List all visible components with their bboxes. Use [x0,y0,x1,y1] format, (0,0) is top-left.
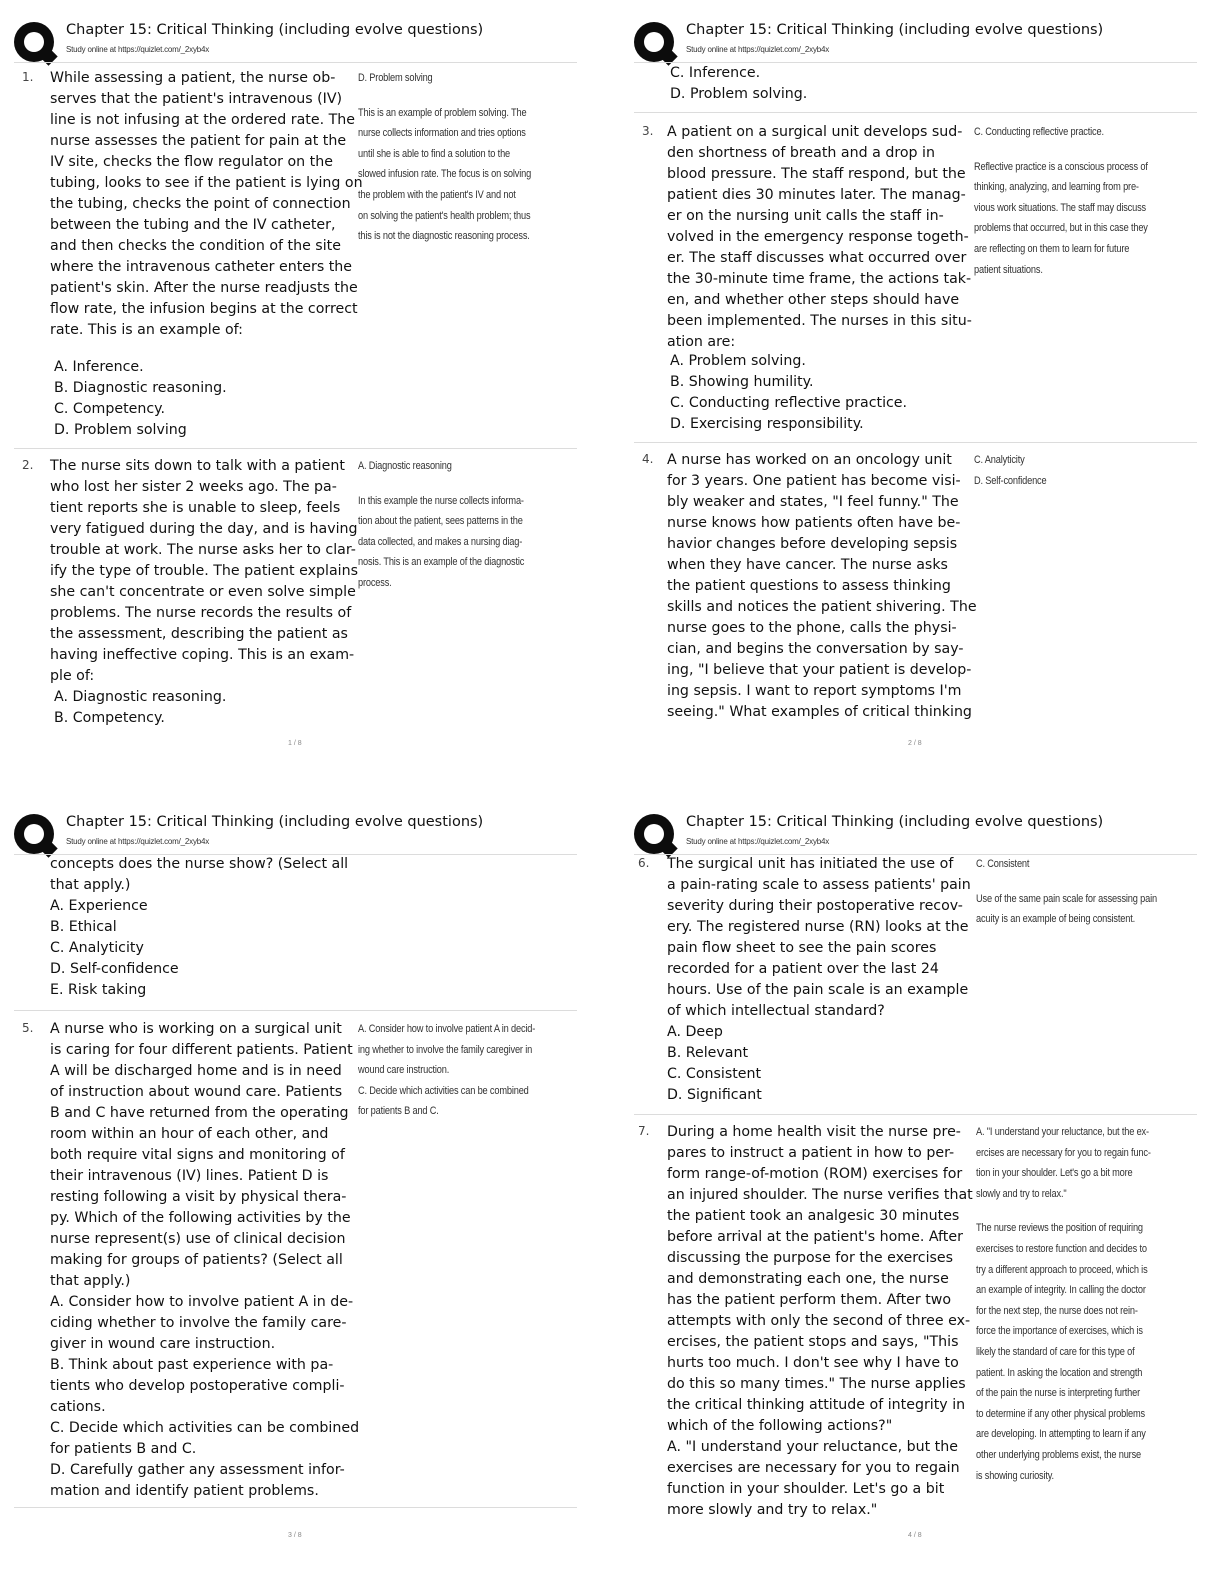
divider [14,448,577,449]
answer-4: C. Analyticity D. Self-confidence [974,454,1047,487]
question-number: 5. [22,1021,34,1035]
page-number: 1 / 8 [288,740,302,747]
page-number: 4 / 8 [908,1532,922,1539]
page-header [14,20,584,62]
page-title: Chapter 15: Critical Thinking (including evolve questions) [686,814,1104,830]
option: D. Problem solving. [670,86,808,102]
option: D. Problem solving [54,422,187,438]
option: B. Diagnostic reasoning. [54,380,227,396]
question-2-text: The nurse sits down to talk with a patient who lost her sister 2 weeks ago. The pa- tient reports she is unable to sleep, feels very fatigued during the day, and is having trouble at work. The nurse asks her to clar- ify the type of trouble. The patient explains she can't concentrate or even solve simple problems. The nurse records the results of the assessment, describing the patient as having ineffective coping. This is an exam- ple of: [50,458,358,684]
question-4-text-continued: concepts does the nurse show? (Select all that apply.) [50,856,349,893]
study-online-link[interactable]: Study online at https://quizlet.com/_2xyb4x [66,837,210,846]
question-4-text: A nurse has worked on an oncology unit for 3 years. One patient has become visi- bly weaker and states, "I feel funny." The nurse knows how patients often have be- havior changes before developing sepsis when they have cancer. The nurse asks the patient questions to assess thinking skills and notices the patient shivering. The nurse goes to the phone, calls the physi- cian, and begins the conversation by say- ing, "I believe that your patient is develop- ing sepsis. I want to report symptoms I'm seeing." What examples of critical thinking [667,452,977,720]
page-title: Chapter 15: Critical Thinking (including evolve questions) [686,22,1104,38]
page-header [634,20,1204,62]
question-7-text: During a home health visit the nurse pre- pares to instruct a patient in how to per- form range-of-motion (ROM) exercises for an injured shoulder. The nurse verifies that the patient took an analgesic 30 minutes before arrival at the patient's home. After discussing the purpose for the exercises and demonstrating each one, the nurse has the patient perform them. After two attempts with only the second of three ex- ercises, the patient stops and says, "This hurts too much. I don't see why I have to do this so many times." The nurse applies the critical thinking attitude of integrity in which of the following actions?" [667,1124,973,1434]
divider [14,1010,577,1011]
answer-3: C. Conducting reflective practice. Reflective practice is a conscious process of thinking, analyzing, and learning from pre- vious work situations. The staff may discuss problems that occurred, but in this case they are reflecting on them to learn for future patient situations. [974,126,1148,276]
page-number: 2 / 8 [908,740,922,747]
question-number: 7. [638,1124,650,1138]
option: B. Showing humility. [670,374,814,390]
option: E. Risk taking [50,982,147,998]
answer-6: C. Consistent Use of the same pain scale for assessing pain acuity is an example of being consistent. [976,858,1157,926]
option: B. Relevant [667,1045,749,1061]
option: B. Competency. [54,710,165,726]
option: B. Ethical [50,919,117,935]
question-5-options: A. Consider how to involve patient A in de- ciding whether to involve the family care- giver in wound care instruction. B. Think about past experience with pa- tients who develop postoperative compli- cations. C. Decide which activities can be combined for patients B and C. D. Carefully gather any assessment infor- mation and identify patient problems. [50,1294,360,1499]
question-2-options-continued [670,63,807,105]
page-number: 3 / 8 [288,1532,302,1539]
question-number: 1. [22,70,34,84]
option: A. Experience [50,898,148,914]
divider [634,112,1197,113]
question-number: 2. [22,458,34,472]
option: C. Competency. [54,401,166,417]
question-7-options: A. "I understand your reluctance, but the exercises are necessary for you to regain function in your shoulder. Let's go a bit more slowly and try to relax." [667,1439,960,1518]
quizlet-logo-icon [14,22,54,62]
question-4-options [50,896,179,1001]
page-4 [620,792,1218,1567]
question-1-options [54,357,227,441]
option: C. Inference. [670,65,761,81]
divider [634,442,1197,443]
question-3-text: A patient on a surgical unit develops sud- den shortness of breath and a drop in blood pressure. The staff respond, but the patient dies 30 minutes later. The manag- er on the nursing unit calls the staff in- volved in the emergency response togeth- er. The staff discusses what occurred over the 30-minute time frame, the actions tak- en, and whether other steps should have been implemented. The nurses in this situ- ation are: [667,124,972,350]
divider [14,1507,577,1508]
question-2-options [54,687,226,729]
answer-1: D. Problem solving This is an example of problem solving. The nurse collects information and tries options until she is able to find a solution to the slowed infusion rate. The focus is on solving the problem with the patient's IV and not on solving the patient's health problem; thus this is not the diagnostic reasoning process. [358,72,532,243]
option: D. Exercising responsibility. [670,416,864,432]
question-3-options [670,351,907,435]
option: C. Consistent [667,1066,762,1082]
option: D. Significant [667,1087,762,1103]
question-5-text: A nurse who is working on a surgical unit is caring for four different patients. Patient A will be discharged home and is in need of instruction about wound care. Patients B and C have returned from the operating room within an hour of each other, and both require vital signs and monitoring of their intravenous (IV) lines. Patient D is resting following a visit by physical thera- py. Which of the following activities by the nurse represent(s) use of clinical decision making for groups of patients? (Select all that apply.) [50,1021,353,1289]
divider [14,62,577,63]
option: A. Inference. [54,359,144,375]
study-online-link[interactable]: Study online at https://quizlet.com/_2xyb4x [66,45,210,54]
quizlet-logo-icon [14,814,54,854]
option: A. Deep [667,1024,723,1040]
study-online-link[interactable]: Study online at https://quizlet.com/_2xyb4x [686,837,830,846]
question-6-text: The surgical unit has initiated the use of a pain-rating scale to assess patients' pain severity during their postoperative recov- ery. The registered nurse (RN) looks at the pain flow sheet to see the pain scores recorded for a patient over the last 24 hours. Use of the pain scale is an example of which intellectual standard? [667,856,971,1019]
divider [634,1114,1197,1115]
page-1 [0,0,598,775]
question-6-options [667,1022,762,1106]
page-header [634,812,1204,854]
quizlet-logo-icon [634,814,674,854]
quizlet-logo-icon [634,22,674,62]
answer-5: A. Consider how to involve patient A in decid- ing whether to involve the family caregiver in wound care instruction. C. Decide which activities can be combined for patients B and C. [358,1023,536,1118]
page-3 [0,792,598,1567]
option: C. Analyticity [50,940,144,956]
answer-2: A. Diagnostic reasoning In this example the nurse collects informa- tion about the patient, sees patterns in the data collected, and makes a nursing diag- nosis. This is an example of the diagnostic process. [358,460,525,589]
study-online-link[interactable]: Study online at https://quizlet.com/_2xyb4x [686,45,830,54]
question-number: 6. [638,856,650,870]
answer-7: A. "I understand your reluctance, but the ex- ercises are necessary for you to regain func- tion in your shoulder. Let's go a bit more slowly and try to relax." The nurse reviews the position of requiring exercises to restore function and decides to try a different approach to proceed, which is an example of integrity. In calling the doctor for the next step, the nurse does not rein- force the importance of exercises, which is likely the standard of care for this type of patient. In asking the location and strength of the pain the nurse is interpreting further to determine if any other physical problems are developing. In attempting to learn if any other underlying problems exist, the nurse is showing curiosity. [976,1126,1151,1482]
option: A. Diagnostic reasoning. [54,689,227,705]
option: A. Problem solving. [670,353,806,369]
page-header [14,812,584,854]
option: D. Self-confidence [50,961,179,977]
question-1-text: While assessing a patient, the nurse ob- serves that the patient's intravenous (IV) line is not infusing at the ordered rate. The nurse assesses the patient for pain at the IV site, checks the flow regulator on the tubing, looks to see if the patient is lying on the tubing, checks the point of connection between the tubing and the IV catheter, and then checks the condition of the site where the intravenous catheter enters the patient's skin. After the nurse readjusts the flow rate, the infusion begins at the correct rate. This is an example of: [50,70,363,338]
option: C. Conducting reflective practice. [670,395,908,411]
question-number: 3. [642,124,654,138]
page-title: Chapter 15: Critical Thinking (including evolve questions) [66,814,484,830]
question-number: 4. [642,452,654,466]
page-2 [620,0,1218,775]
page-title: Chapter 15: Critical Thinking (including evolve questions) [66,22,484,38]
